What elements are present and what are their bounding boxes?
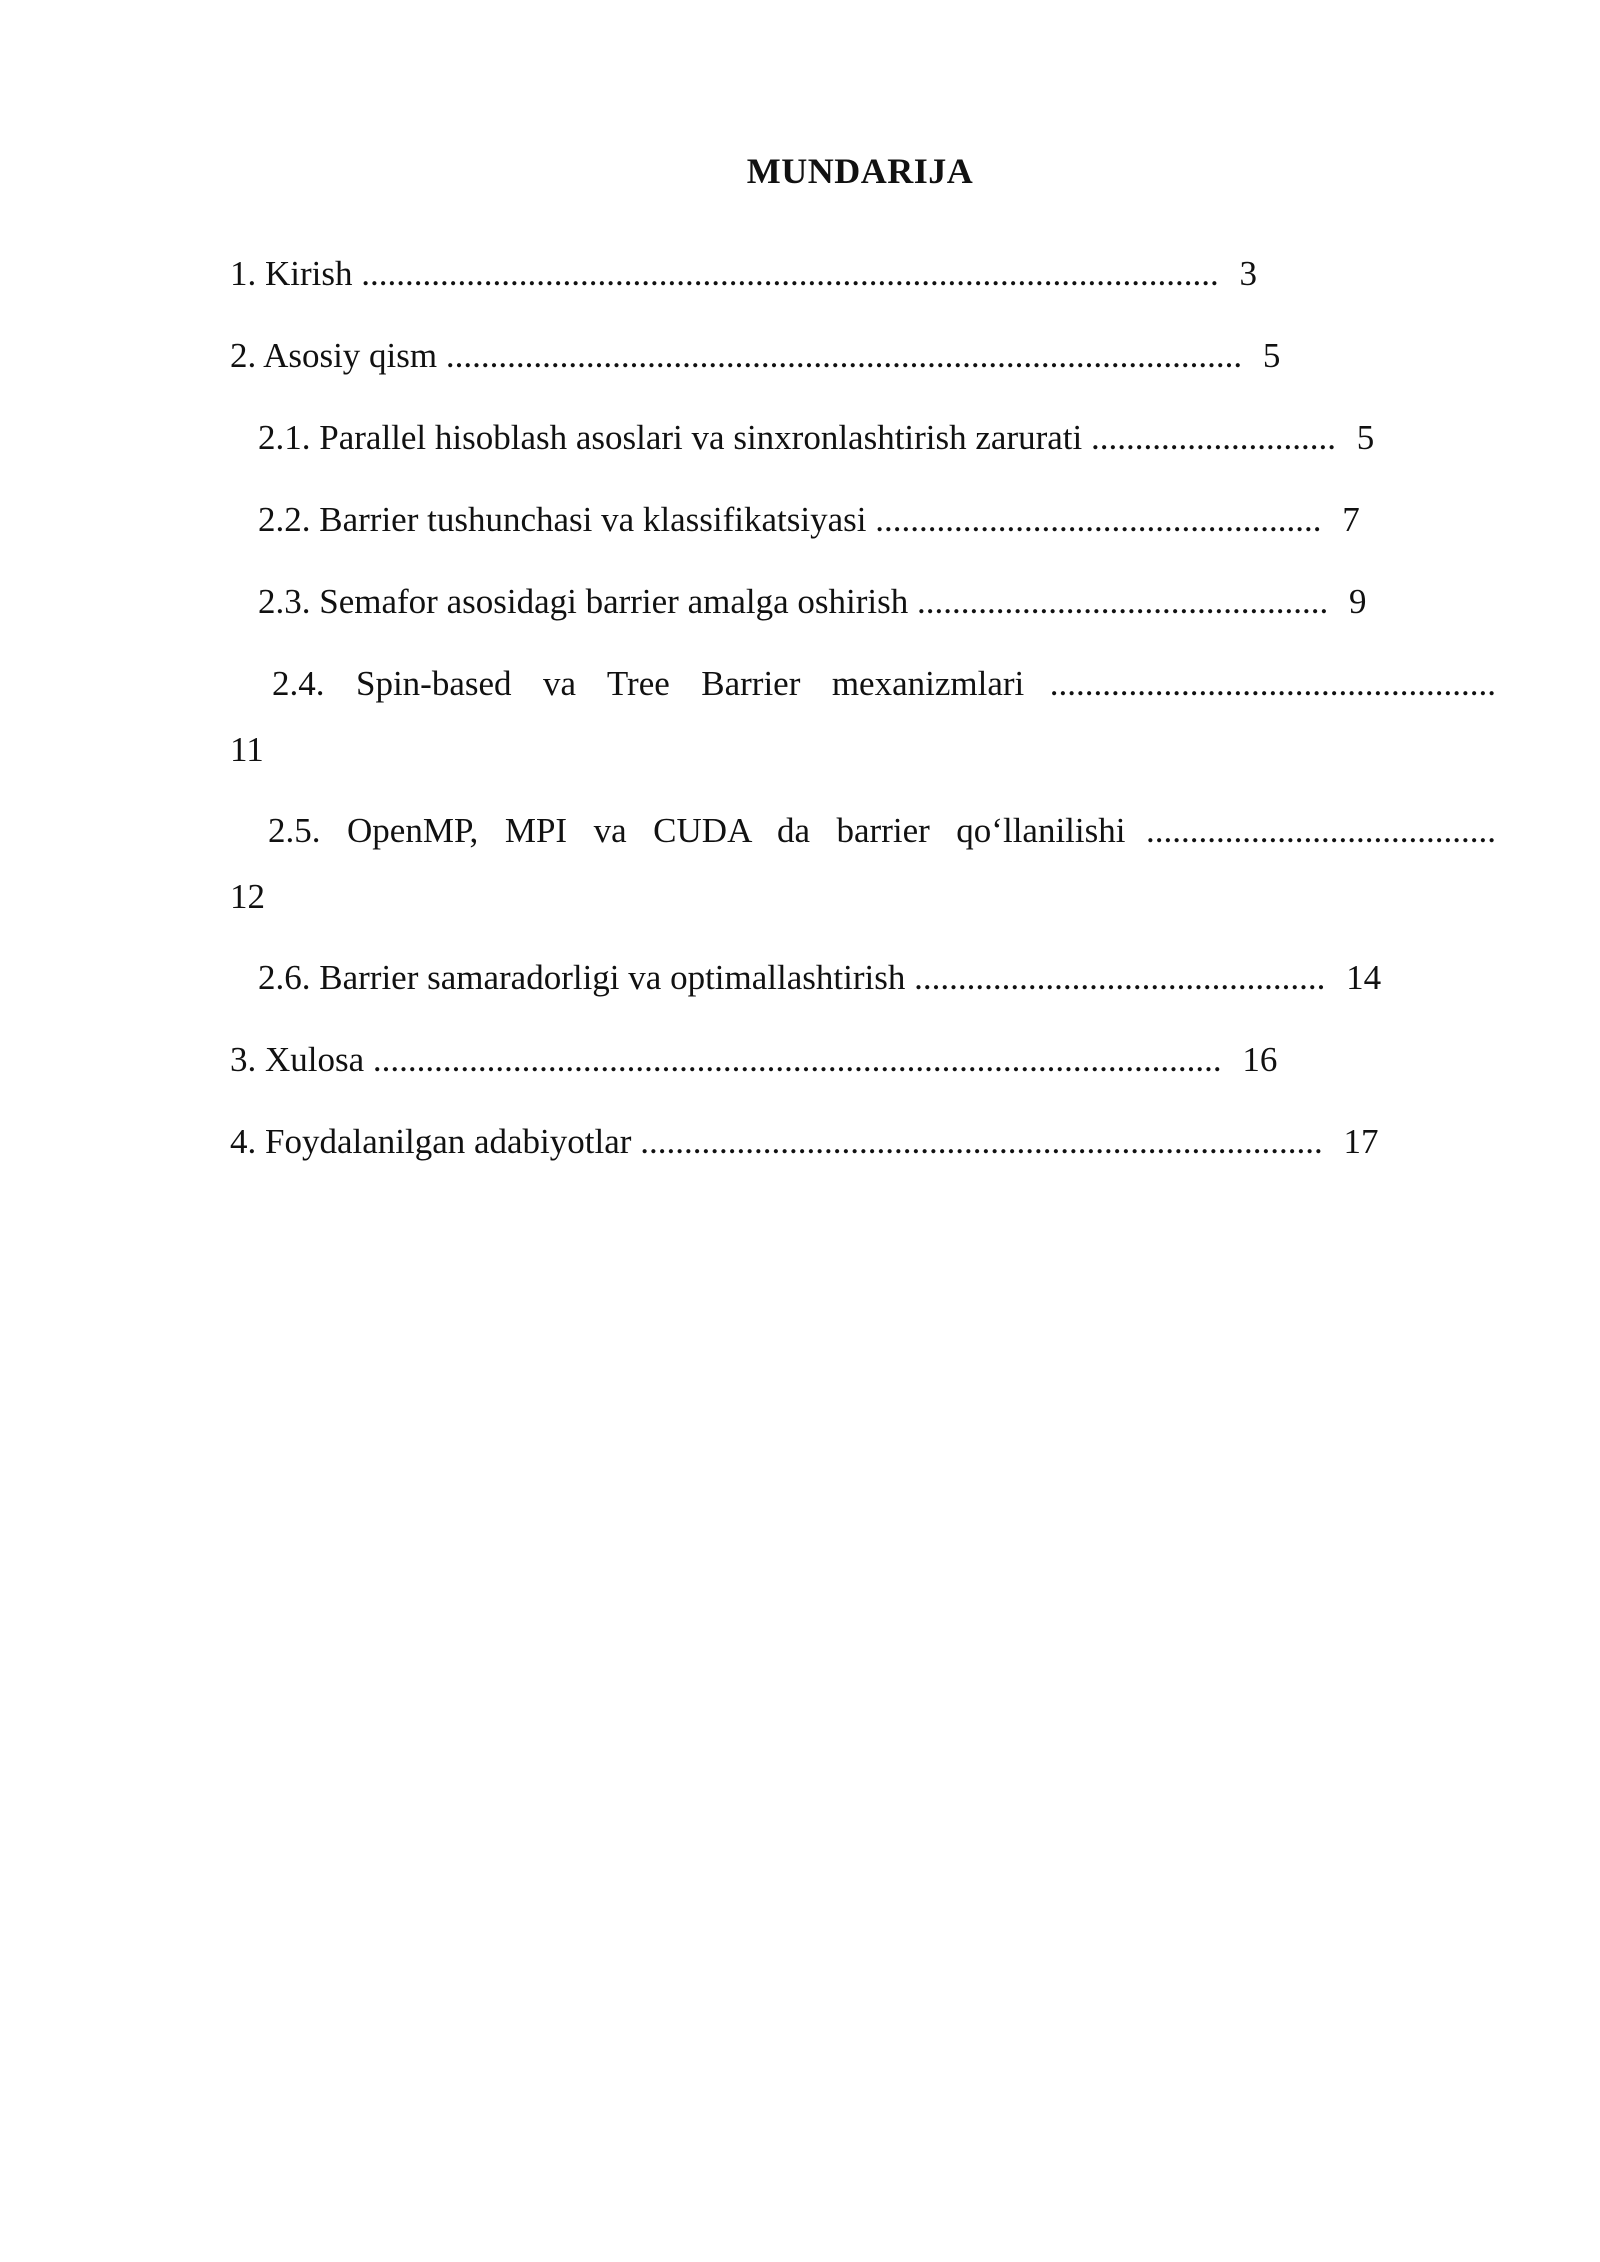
toc-leader: .............................................................................. <box>640 1122 1323 1161</box>
toc-entry <box>268 811 1496 851</box>
toc-entry <box>272 664 1496 704</box>
toc-page-number: 12 <box>230 877 265 916</box>
toc-page-number: 7 <box>1342 500 1360 539</box>
toc-entry <box>230 336 1280 376</box>
toc-page-number: 17 <box>1343 1122 1379 1161</box>
toc-page-number: 5 <box>1356 418 1375 457</box>
toc-entry <box>258 418 1374 458</box>
toc-page-number: 11 <box>230 730 264 769</box>
toc-page-number: 5 <box>1262 336 1281 375</box>
toc-entry-label: 3. Xulosa <box>230 1040 365 1079</box>
toc-leader: ............................................... <box>914 958 1326 997</box>
toc-entry-label: 2.4. Spin-based va Tree Barrier mexanizmlari <box>272 664 1025 703</box>
toc-page-number: 3 <box>1239 254 1257 293</box>
toc-entry <box>230 254 1257 294</box>
toc-leader: ............................ <box>1091 418 1337 457</box>
toc-leader: ........................................................................................... <box>445 336 1243 375</box>
toc-entry-label: 2.3. Semafor asosidagi barrier amalga oshirish <box>258 582 909 621</box>
toc-leader: ........................................ <box>1146 811 1497 850</box>
toc-entry-label: 2.6. Barrier samaradorligi va optimallashtirish <box>258 958 906 997</box>
toc-leader: ................................................... <box>1049 664 1496 703</box>
toc-entry-label: 1. Kirish <box>230 254 353 293</box>
toc-entry <box>258 958 1381 998</box>
toc-entry-label: 2.2. Barrier tushunchasi va klassifikatsiyasi <box>258 500 867 539</box>
toc-leader: .................................................................................................. <box>361 254 1219 293</box>
toc-entry <box>258 500 1360 540</box>
toc-entry-label: 4. Foydalanilgan adabiyotlar <box>230 1122 632 1161</box>
toc-leader: ............................................... <box>916 582 1329 621</box>
toc-page-number: 9 <box>1348 582 1367 621</box>
toc-entry <box>258 582 1366 622</box>
toc-entry <box>230 1040 1277 1080</box>
toc-entry <box>230 1122 1378 1162</box>
toc-entry-label: 2. Asosiy qism <box>230 336 438 375</box>
toc-page-number: 14 <box>1346 958 1382 997</box>
toc-page-number: 16 <box>1242 1040 1278 1079</box>
toc-leader: ................................................................................................. <box>372 1040 1222 1079</box>
toc-leader: ................................................... <box>875 500 1322 539</box>
page-title: MUNDARIJA <box>746 151 974 191</box>
toc-entry-label: 2.5. OpenMP, MPI va CUDA da barrier qo‘llanilishi <box>268 811 1126 850</box>
toc-entry-label: 2.1. Parallel hisoblash asoslari va sinxronlashtirish zarurati <box>258 418 1083 457</box>
